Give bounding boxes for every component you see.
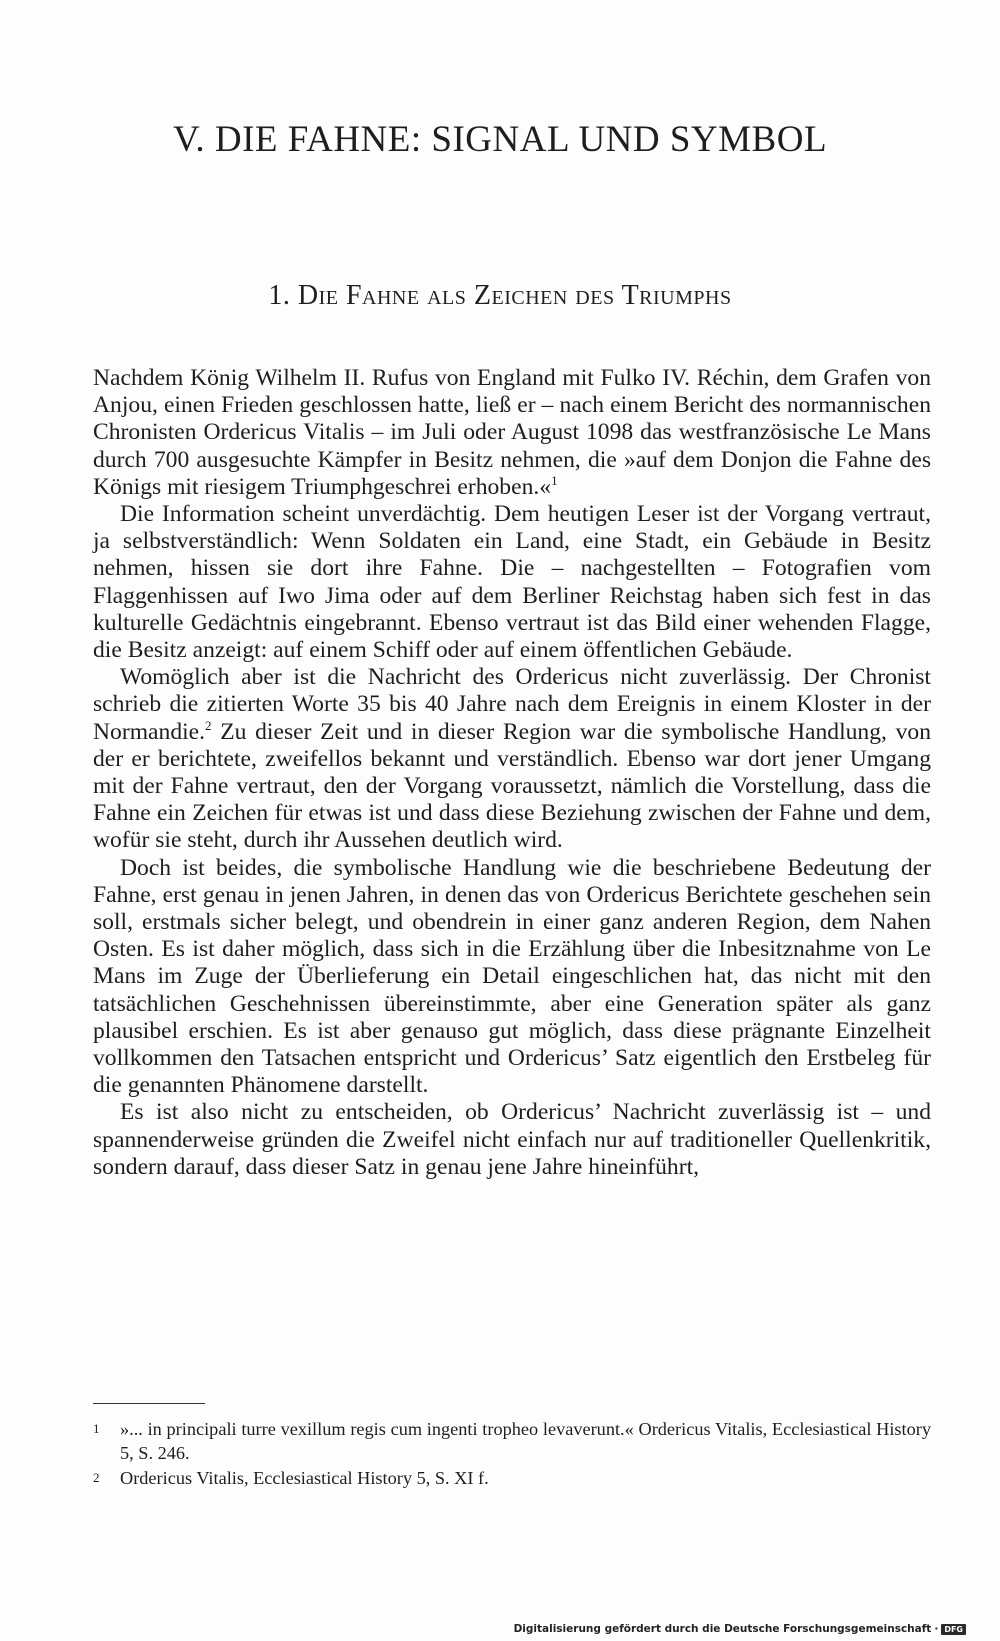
paragraph-4-text: Doch ist beides, die symbolische Handlung wie die beschriebene Bedeutung der Fahne, erst genau in jenen Jahren, in denen das von Ordericus Berichtete geschehen sein soll, erstmals sicher belegt, und obendrein in einer ganz anderen Region, dem Nahen Osten. Es ist daher möglich, dass sich in die Erzählung über die Inbesitznahme von Le Mans im Zuge der Überlieferung ein Detail eingeschlichen hat, das nicht mit den tatsächlichen Geschehnissen übereinstimmte, aber eine Generation später als ganz plausibel erschien. Es ist aber genauso gut möglich, dass diese prägnante Einzelheit vollkommen den Tatsachen entspricht und Ordericus’ Satz eigentlich den Erstbeleg für die genannten Phänomene darstellt. (93, 854, 931, 1099)
footnote-number: 1 (93, 1421, 100, 1436)
paragraph-1 (93, 365, 931, 501)
footnote-ref-2[interactable]: 2 (205, 717, 212, 733)
paragraph-2-text: Die Information scheint unverdächtig. Dem heutigen Leser ist der Vorgang vertraut, ja selbstverständlich: Wenn Soldaten ein Land, eine Stadt, ein Gebäude in Besitz nehmen, hissen sie dort ihre Fahne. Die – nachgestellten – Fotografien vom Flaggenhissen auf Iwo Jima oder auf dem Berliner Reichstag haben sich fest in das kulturelle Gedächtnis eingebrannt. Ebenso vertraut ist das Bild einer wehenden Flagge, die Besitz anzeigt: auf einem Schiff oder auf einem öffentlichen Gebäude. (93, 501, 931, 664)
footnote-1 (93, 1417, 931, 1465)
dfg-logo-icon: DFG (941, 1624, 966, 1635)
body-text (93, 365, 931, 1181)
footnote-text: »... in principali turre vexillum regis cum ingenti tropheo levaverunt.« Ordericus Vitalis, Ecclesiastical History 5, S. 246. (120, 1419, 931, 1463)
paragraph-3-text-b: Zu dieser Zeit und in dieser Region war die symbolische Handlung, von der er berichtete, zweifellos bekannt und verständlich. Ebenso war dort jener Umgang mit der Fahne vertraut, den der Vorgang voraussetzt, nämlich die Vorstellung, dass die Fahne ein Zeichen für etwas ist und dass diese Beziehung zwischen der Fahne und dem, wofür sie steht, durch ihr Aussehen deutlich wird. (93, 718, 931, 854)
paragraph-4 (93, 855, 931, 1100)
paragraph-5 (93, 1099, 931, 1181)
paragraph-3 (93, 664, 931, 854)
digitization-notice-text: Digitalisierung gefördert durch die Deutsche Forschungsgemeinschaft (513, 1623, 932, 1635)
footnotes (93, 1417, 931, 1491)
footnote-text: Ordericus Vitalis, Ecclesiastical History 5, S. XI f. (120, 1468, 489, 1488)
footnote-2 (93, 1466, 931, 1490)
footnote-ref-1[interactable]: 1 (551, 472, 558, 488)
paragraph-5-text: Es ist also nicht zu entscheiden, ob Ordericus’ Nachricht zuverlässig ist – und spannenderweise gründen die Zweifel nicht einfach nur auf traditioneller Quellenkritik, sondern darauf, dass dieser Satz in genau jene Jahre hineinführt, (93, 1099, 931, 1180)
digitization-notice: Digitalisierung gefördert durch die Deutsche Forschungsgemeinschaft · DFG (514, 1623, 966, 1635)
footnote-number: 2 (93, 1470, 100, 1485)
footnote-divider (93, 1403, 205, 1404)
chapter-title: V. DIE FAHNE: SIGNAL UND SYMBOL (172, 119, 828, 160)
paragraph-1-text: Nachdem König Wilhelm II. Rufus von England mit Fulko IV. Réchin, dem Grafen von Anjou, einen Frieden geschlossen hatte, ließ er – nach einem Bericht des normannischen Chronisten Ordericus Vitalis – im Juli oder August 1098 das westfranzösische Le Mans durch 700 ausgesuchte Kämpfer in Besitz nehmen, die »auf dem Donjon die Fahne des Königs mit riesigem Triumphgeschrei erhoben.« (93, 365, 931, 500)
section-title: 1. Die Fahne als Zeichen des Triumphs (268, 280, 732, 311)
paragraph-2 (93, 501, 931, 664)
paragraph-3-text-a: Womöglich aber ist die Nachricht des Ordericus nicht zuverlässig. Der Chronist schrieb die zitierten Worte 35 bis 40 Jahre nach dem Ereignis in einem Kloster in der Normandie. (93, 664, 931, 745)
